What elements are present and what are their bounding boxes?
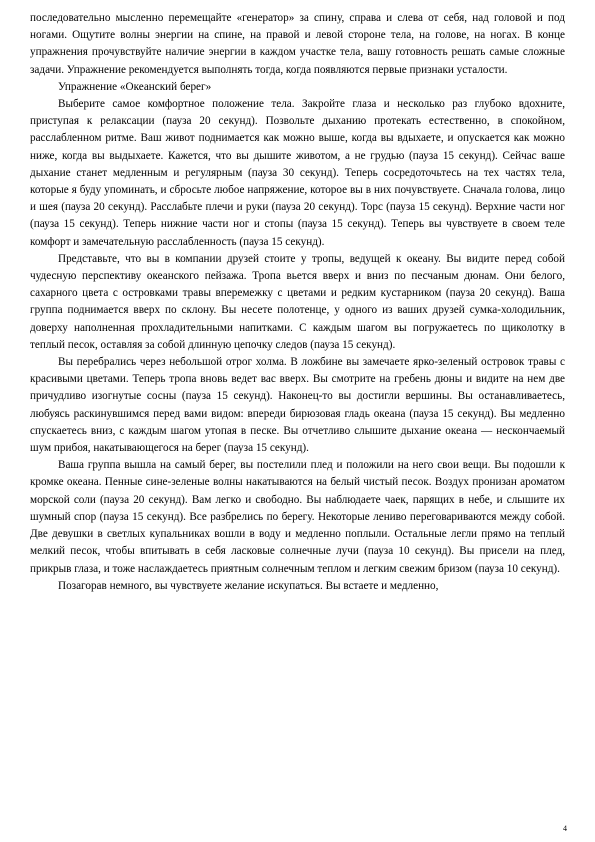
paragraph: Вы перебрались через небольшой отрог холма. В ложбине вы замечаете ярко-зеленый островок травы с красивыми цветами. Теперь тропа вновь ведет вас вверх. Вы смотрите на гребень дюны и видите на нем две причудливо изогнутые сосны (пауза 15 секунд). Наконец-то вы достигли вершины. Вы останавливаетесь, любуясь раскинувшимся перед вами видом: впереди бирюзовая гладь океана (пауза 15 секунд). Вы медленно спускаетесь вниз, с каждым шагом утопая в песке. Вы отчетливо слышите дыхание океана — нескончаемый шум прибоя, накатывающегося на берег (пауза 15 секунд).: [30, 356, 565, 455]
paragraph: Ваша группа вышла на самый берег, вы постелили плед и положили на него свои вещи. Вы подошли к кромке океана. Пенные сине-зеленые волны накатываются на белый чистый песок. Воздух пронизан ароматом морской соли (пауза 20 секунд). Вам легко и свободно. Вы наблюдаете чаек, парящих в небе, и слышите их шумный спор (пауза 15 секунд). Все разбрелись по берегу. Некоторые лениво переговариваются между собой. Две девушки в светлых купальниках вошли в воду и медленно поплыли. Остальные легли прямо на теплый мелкий песок, чтобы впитывать в себя ласковые солнечные лучи (пауза 10 секунд). Вы присели на плед, прикрыв глаза, и тоже наслаждаетесь приятным солнечным теплом и легким свежим бризом (пауза 10 секунд).: [30, 459, 565, 575]
paragraph: Выберите самое комфортное положение тела. Закройте глаза и несколько раз глубоко вдохните, приступая к релаксации (пауза 20 секунд). Позвольте дыханию протекать естественно, в спокойном, расслабленном ритме. Ваш живот поднимается как можно выше, когда вы вдыхаете, и опускается как можно ниже, когда вы выдыхаете. Кажется, что вы дышите животом, а не грудью (пауза 15 секунд). Сейчас ваше дыхание станет медленным и регулярным (пауза 30 секунд). Теперь сосредоточьтесь на тех частях тела, которые я буду упоминать, и сбросьте любое напряжение, которое вы в них почувствуете. Сначала голова, лицо и шея (пауза 20 секунд). Расслабьте плечи и руки (пауза 20 секунд). Торс (пауза 15 секунд). Верхние части ног (пауза 15 секунд). Теперь нижние части ног и стопы (пауза 15 секунд). Теперь вы чувствуете в своем теле комфорт и замечательную расслабленность (пауза 15 секунд).: [30, 98, 565, 248]
exercise-heading: Упражнение «Океанский берег»: [58, 80, 212, 93]
paragraph: Представьте, что вы в компании друзей стоите у тропы, ведущей к океану. Вы видите перед собой чудесную перспективу океанского пейзажа. Тропа вьется вверх и вниз по песчаным дюнам. Они белого, сахарного цвета с островками травы вперемежку с цветами и редким кустарником (пауза 20 секунд). Ваша группа поднимается вверх по склону. Вы несете полотенце, у одного из ваших друзей сумка-холодильник, доверху наполненная прохладительными напитками. С каждым шагом вы погружаетесь по щиколотку в теплый песок, оставляя за собой длинную цепочку следов (пауза 15 секунд).: [30, 252, 565, 351]
paragraph-continuation: последовательно мысленно перемещайте «генератор» за спину, справа и слева от себя, над головой и под ногами. Ощутите волны энергии на спине, на правой и левой стороне тела, на голове, на ногах. В конце упражнения прочувствуйте наличие энергии в каждом участке тела, вашу готовность решать самые сложные задачи. Упражнение рекомендуется выполнять тогда, когда появляются первые признаки усталости.: [30, 12, 565, 76]
paragraph-last: Позагорав немного, вы чувствуете желание искупаться. Вы встаете и медленно,: [58, 579, 439, 592]
page-number: 4: [563, 824, 567, 833]
body-text: [30, 10, 565, 595]
